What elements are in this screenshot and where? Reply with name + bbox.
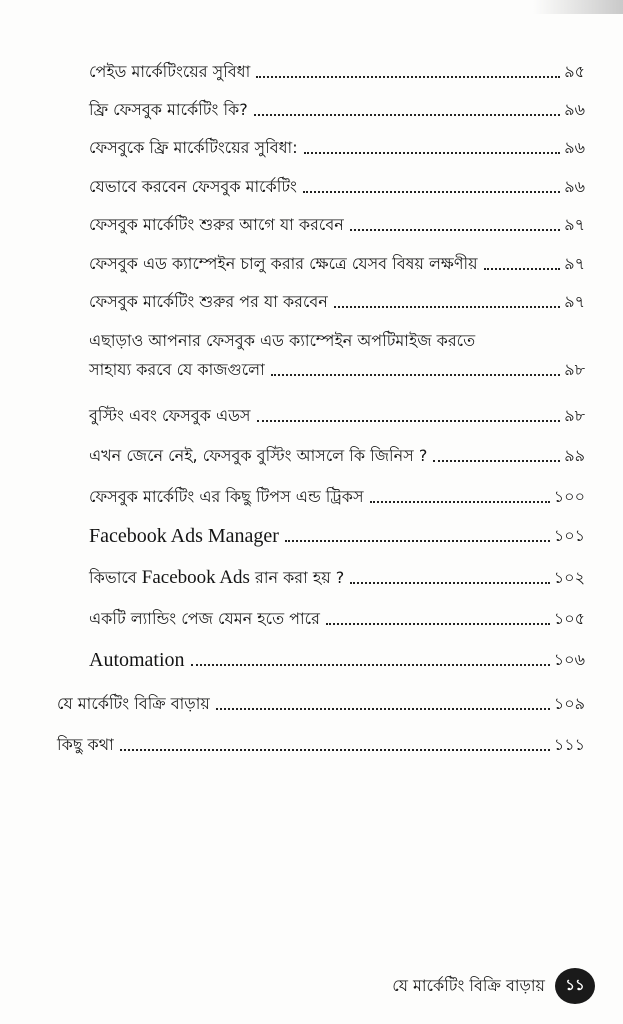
toc-entry	[89, 138, 585, 158]
toc-entry-title-text: সাহায্য করবে যে কাজগুলো	[89, 360, 265, 379]
toc-entry-title-text: এছাড়াও আপনার ফেসবুক এড ক্যাম্পেইন অপটিমাইজ করতে	[89, 331, 476, 350]
toc-entry-title: ফেসবুকে ফ্রি মার্কেটিংয়ের সুবিধা:	[89, 138, 298, 157]
toc-entry-title-part: কিভাবে	[89, 568, 142, 587]
toc-entry	[89, 487, 585, 507]
toc-entry	[89, 254, 585, 274]
toc-entry-title: বুস্টিং এবং ফেসবুক এডস	[89, 406, 251, 425]
dot-leader	[120, 749, 550, 751]
toc-chapter-entry	[57, 735, 585, 755]
toc-entry-page: ৯৭	[564, 254, 585, 273]
toc-entry-title-line1	[89, 331, 585, 351]
dot-leader	[285, 540, 550, 542]
toc-entry	[89, 177, 585, 197]
dot-leader	[350, 229, 560, 231]
toc-entry	[89, 609, 585, 629]
toc-entry-title: ফেসবুক মার্কেটিং শুরুর আগে যা করবেন	[89, 215, 344, 234]
toc-entry-page: ৯৮	[564, 406, 585, 425]
toc-entry-title: ফেসবুক মার্কেটিং শুরুর পর যা করবেন	[89, 292, 328, 311]
dot-leader	[370, 501, 550, 503]
toc-entry	[89, 100, 585, 120]
toc-chapter-entry	[57, 694, 585, 714]
toc-entry-page: ৯৭	[564, 215, 585, 234]
toc-entry-page: ৯৭	[564, 292, 585, 311]
dot-leader	[191, 664, 550, 666]
toc-entry	[89, 406, 585, 426]
toc-entry-page: ৯৬	[564, 138, 585, 157]
toc-entry	[89, 568, 585, 588]
toc-entry-page: ১০০	[553, 487, 585, 506]
dot-leader	[216, 708, 550, 710]
toc-entry-page: ১০৯	[553, 694, 585, 713]
page-footer	[392, 968, 595, 1004]
toc-entry-page: ৯৬	[564, 177, 585, 196]
toc-entry-title: ফেসবুক এড ক্যাম্পেইন চালু করার ক্ষেত্রে যেসব বিষয় লক্ষণীয়	[89, 254, 478, 273]
toc-entry-page: ৯৯	[564, 446, 585, 465]
toc-entry-title: Facebook Ads Manager	[89, 525, 279, 547]
dot-leader	[350, 582, 550, 584]
dot-leader	[484, 268, 561, 270]
toc-entry-title: ফ্রি ফেসবুক মার্কেটিং কি?	[89, 100, 248, 119]
toc-entry-page: ৯৮	[564, 360, 585, 379]
toc-entry-title-part: রান করা হয় ?	[249, 568, 345, 587]
toc-entry-title	[89, 568, 344, 588]
dot-leader	[257, 420, 561, 422]
toc-entry-page: ১০১	[553, 526, 585, 545]
dot-leader	[334, 306, 560, 308]
toc-entry-multiline	[89, 331, 585, 380]
dot-leader	[304, 152, 561, 154]
toc-entry	[89, 62, 585, 82]
toc-entry-title: যে মার্কেটিং বিক্রি বাড়ায়	[57, 694, 210, 713]
toc-entry-title: ফেসবুক মার্কেটিং এর কিছু টিপস এন্ড ট্রিকস	[89, 487, 364, 506]
toc-entry-title: পেইড মার্কেটিংয়ের সুবিধা	[89, 62, 251, 81]
page-number-badge: ১১	[555, 968, 595, 1004]
dot-leader	[303, 191, 560, 193]
toc-entry-title: যেভাবে করবেন ফেসবুক মার্কেটিং	[89, 177, 297, 196]
toc-entry-title: Automation	[89, 649, 185, 671]
dot-leader	[254, 114, 560, 116]
toc-entry-page: ১১১	[553, 735, 585, 754]
toc-entry-title: কিছু কথা	[57, 735, 114, 754]
toc-entry-title-line2	[89, 360, 585, 380]
toc-entry	[89, 650, 585, 670]
running-title: যে মার্কেটিং বিক্রি বাড়ায়	[392, 975, 545, 995]
dot-leader	[271, 374, 560, 376]
toc-entry-page: ১০৫	[553, 609, 585, 628]
toc-entry	[89, 526, 585, 546]
toc-entry-page: ৯৫	[564, 62, 585, 81]
toc-entry	[89, 292, 585, 312]
dot-leader	[433, 460, 560, 462]
toc-entry-page: ১০৬	[553, 650, 585, 669]
toc-entry	[89, 446, 585, 466]
dot-leader	[326, 623, 550, 625]
toc-entry-title-part: Facebook Ads	[141, 567, 250, 588]
toc-entry-title: এখন জেনে নেই, ফেসবুক বুস্টিং আসলে কি জিনিস ?	[89, 446, 428, 465]
toc-entry-title: একটি ল্যান্ডিং পেজ যেমন হতে পারে	[89, 609, 320, 628]
toc-entry-page: ৯৬	[564, 100, 585, 119]
toc-entry	[89, 215, 585, 235]
toc-entry-page: ১০২	[553, 568, 585, 587]
dot-leader	[256, 76, 560, 78]
